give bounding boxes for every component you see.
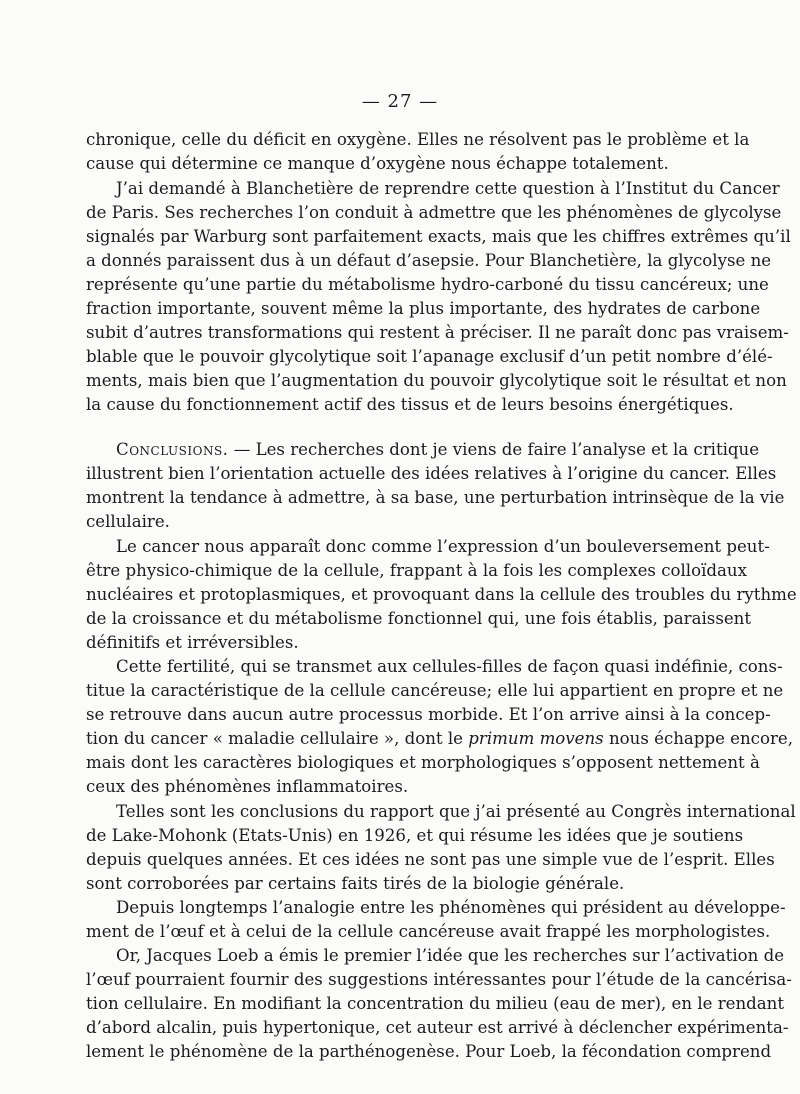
text-line: J’ai demandé à Blanchetière de reprendre cette question à l’Institut du Cancer (116, 179, 780, 198)
italic-term: primum movens (468, 729, 604, 748)
text-line: montrent la tendance à admettre, à sa base, une perturbation intrinsèque de la vie (86, 488, 785, 507)
text-line: mais dont les caractères biologiques et morphologiques s’opposent nettement à (86, 753, 760, 772)
text-line: ceux des phénomènes inflammatoires. (86, 777, 409, 796)
text-line: se retrouve dans aucun autre processus morbide. Et l’on arrive ainsi à la concep- (86, 705, 771, 724)
text-span: nous échappe encore, (603, 729, 793, 748)
text-line: subit d’autres transformations qui restent à préciser. Il ne paraît donc pas vraisem- (86, 323, 789, 342)
text-line: Or, Jacques Loeb a émis le premier l’idée que les recherches sur l’activation de (116, 946, 785, 965)
text-line: chronique, celle du déficit en oxygène. Elles ne résolvent pas le problème et la (86, 130, 750, 149)
text-line: Cette fertilité, qui se transmet aux cellules-filles de façon quasi indéfinie, cons- (116, 657, 783, 676)
text-span: tion du cancer « maladie cellulaire », dont le (86, 729, 469, 748)
text-line (86, 727, 793, 751)
text-line: lement le phénomène de la parthénogenèse. Pour Loeb, la fécondation comprend (86, 1042, 772, 1061)
text-line: signalés par Warburg sont parfaitement exacts, mais que les chiffres extrêmes qu’il (86, 227, 791, 246)
text-line: de la croissance et du métabolisme fonctionnel qui, une fois établis, paraissent (86, 609, 752, 628)
text-line: ments, mais bien que l’augmentation du pouvoir glycolytique soit le résultat et non (86, 371, 787, 390)
text-line: cause qui détermine ce manque d’oxygène nous échappe totalement. (86, 154, 669, 173)
text-line: Telles sont les conclusions du rapport que j’ai présenté au Congrès international (116, 802, 796, 821)
text-line: ment de l’œuf et à celui de la cellule cancéreuse avait frappé les morphologistes. (86, 922, 771, 941)
text-line: illustrent bien l’orientation actuelle des idées relatives à l’origine du cancer. Elles (86, 464, 777, 483)
text-line: Depuis longtemps l’analogie entre les phénomènes qui président au développe- (116, 898, 786, 917)
text-line: nucléaires et protoplasmiques, et provoquant dans la cellule des troubles du rythme (86, 585, 797, 604)
text-line: titue la caractéristique de la cellule cancéreuse; elle lui appartient en propre et ne (86, 681, 784, 700)
text-line: d’abord alcalin, puis hypertonique, cet auteur est arrivé à déclencher expérimenta- (86, 1018, 789, 1037)
text-line: fraction importante, souvent même la plus importante, des hydrates de carbone (86, 299, 761, 318)
conclusions-line (116, 438, 760, 462)
text-line: sont corroborées par certains faits tirés de la biologie générale. (86, 874, 625, 893)
text-span: — Les recherches dont je viens de faire l’analyse et la critique (228, 440, 760, 459)
text-line: cellulaire. (86, 512, 170, 531)
text-line: Le cancer nous apparaît donc comme l’expression d’un bouleversement peut- (116, 537, 770, 556)
page-number: — 27 — (361, 91, 439, 112)
text-line: de Paris. Ses recherches l’on conduit à admettre que les phénomènes de glycolyse (86, 203, 782, 222)
text-line: définitifs et irréversibles. (86, 633, 299, 652)
text-line: blable que le pouvoir glycolytique soit l’apanage exclusif d’un petit nombre d’élé- (86, 347, 773, 366)
section-heading: Conclusions. (116, 440, 229, 459)
text-line: la cause du fonctionnement actif des tissus et de leurs besoins énergétiques. (86, 395, 734, 414)
text-line: a donnés paraissent dus à un défaut d’asepsie. Pour Blanchetière, la glycolyse ne (86, 251, 772, 270)
text-line: être physico-chimique de la cellule, frappant à la fois les complexes colloïdaux (86, 561, 747, 580)
text-line: représente qu’une partie du métabolisme hydro-carboné du tissu cancéreux; une (86, 275, 769, 294)
text-line: depuis quelques années. Et ces idées ne sont pas une simple vue de l’esprit. Elles (86, 850, 775, 869)
text-line: tion cellulaire. En modifiant la concentration du milieu (eau de mer), en le rendant (86, 994, 785, 1013)
text-line: l’œuf pourraient fournir des suggestions intéressantes pour l’étude de la cancérisa- (86, 970, 792, 989)
text-line: de Lake-Mohonk (Etats-Unis) en 1926, et qui résume les idées que je soutiens (86, 826, 744, 845)
